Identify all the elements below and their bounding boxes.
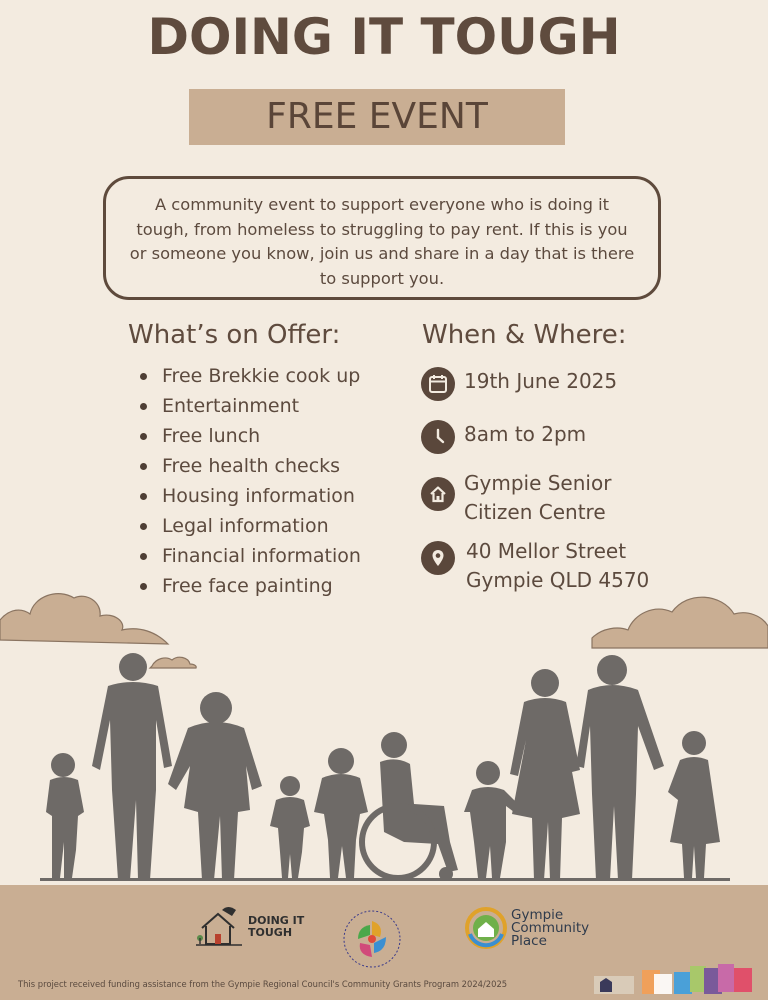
offer-item: Free lunch [138, 422, 361, 452]
intro-box [103, 176, 661, 300]
venue [464, 469, 611, 527]
right-cloud-icon [592, 597, 768, 648]
gympie-community-place-logo [464, 906, 589, 950]
venue-line1: Gympie Senior [464, 471, 612, 495]
house-icon [421, 477, 455, 511]
gcp-logo-text [511, 906, 590, 949]
time-row [421, 420, 586, 454]
event-time: 8am to 2pm [464, 422, 587, 446]
clock-icon [421, 420, 455, 454]
funding-credit: This project received funding assistance from the Gympie Regional Council's Community Grants Program 2024/2025 [18, 979, 508, 989]
offer-item: Housing information [138, 482, 361, 512]
house-hands-icon [196, 904, 244, 950]
doing-it-tough-logo-text [248, 915, 304, 939]
offer-item: Free Brekkie cook up [138, 362, 361, 392]
venue-line2: Citizen Centre [464, 500, 606, 524]
offer-item: Free health checks [138, 452, 361, 482]
gcp-line1: Gympie [511, 906, 564, 923]
silhouette-group [40, 653, 730, 881]
event-title: DOING IT TOUGH [147, 8, 621, 66]
offer-item: Entertainment [138, 392, 361, 422]
offer-item: Financial information [138, 542, 361, 572]
offer-list [138, 362, 361, 602]
offer-item: Legal information [138, 512, 361, 542]
location-pin-icon [421, 541, 455, 575]
address-line1: 40 Mellor Street [466, 539, 627, 563]
dit-line1: DOING IT [248, 914, 305, 927]
venue-row [421, 469, 611, 527]
gcp-line2: Community [511, 919, 590, 936]
family-silhouette-illustration [0, 580, 768, 885]
date-row [421, 367, 617, 401]
calendar-icon [421, 367, 455, 401]
address-line2: Gympie QLD 4570 [466, 568, 650, 592]
when-where-heading: When & Where: [422, 320, 627, 350]
intro-text: A community event to support everyone who is doing it tough, from homeless to struggling to pay rent. If this is you or someone you know, join us and share in a day that is there to support you. [129, 195, 635, 288]
dit-line2: TOUGH [248, 926, 293, 939]
doing-it-tough-logo [196, 904, 304, 950]
event-date: 19th June 2025 [464, 369, 618, 393]
gcp-line3: Place [511, 932, 547, 949]
council-logo [594, 962, 760, 996]
offer-heading: What’s on Offer: [128, 320, 341, 350]
community-house-icon [464, 906, 508, 950]
free-event-banner: FREE EVENT [189, 89, 565, 145]
offer-item: Free face painting [138, 572, 361, 602]
legal-alliance-logo [340, 907, 404, 971]
left-cloud-icon [0, 594, 196, 668]
